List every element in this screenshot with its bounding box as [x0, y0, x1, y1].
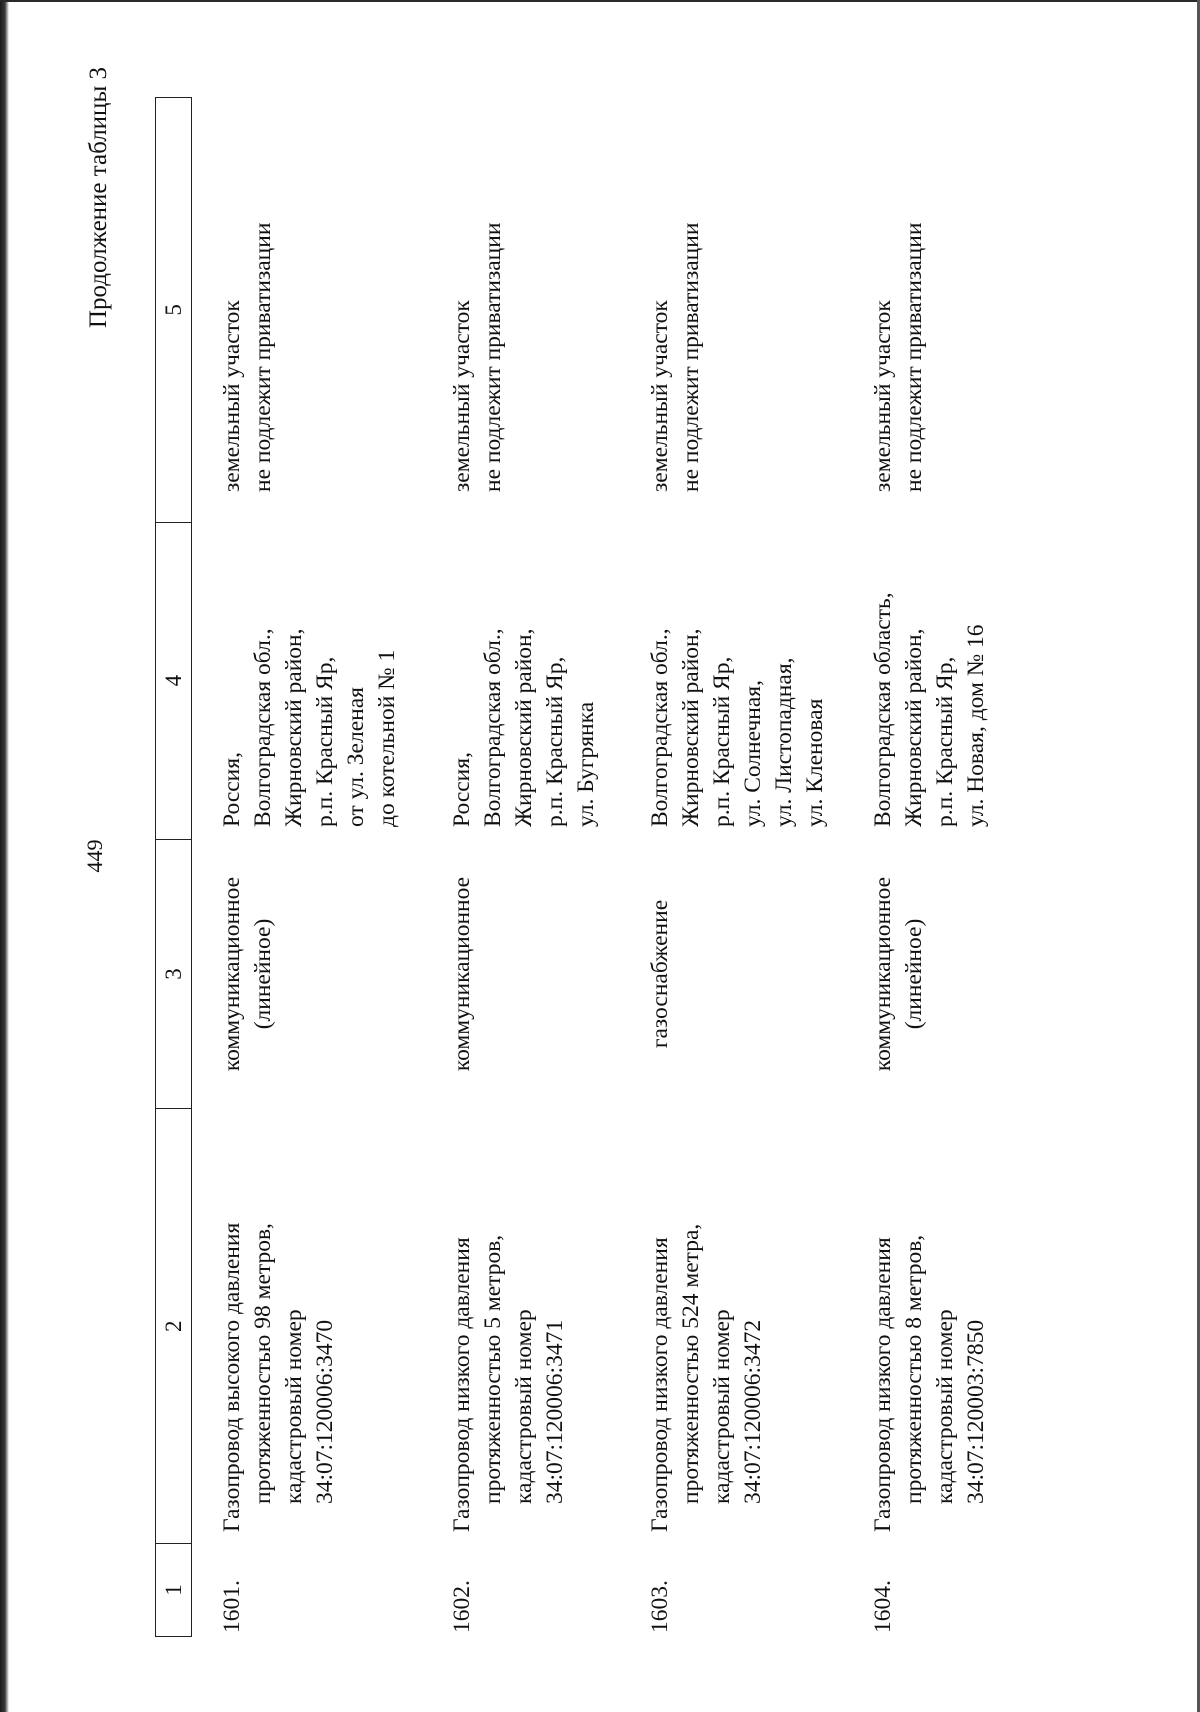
object-address-cell	[858, 522, 1078, 839]
object-address-line: р.п. Красный Яр,	[932, 656, 958, 827]
column-header-2: 2	[156, 1108, 192, 1543]
object-address-line: Волгоградская область,	[870, 592, 896, 827]
object-address-line: р.п. Красный Яр,	[542, 656, 568, 827]
table-row	[858, 97, 1078, 1637]
object-address-line: Жирновский район,	[678, 628, 704, 827]
land-note-line: не подлежит приватизации	[250, 222, 276, 492]
object-address-line: ул. Новая, дом № 16	[963, 624, 989, 827]
row-number-cell	[858, 1544, 1078, 1637]
object-address-cell	[437, 522, 657, 839]
row-number-cell	[207, 1544, 427, 1637]
object-name-line: Газопровод низкого давления	[449, 1237, 475, 1532]
object-purpose-line: (линейное)	[901, 918, 927, 1030]
object-purpose-cell	[437, 839, 657, 1109]
object-name-cell	[635, 1109, 855, 1544]
object-purpose-cell	[635, 839, 855, 1109]
land-note-line: земельный участок	[647, 300, 673, 492]
land-note-cell	[207, 97, 427, 522]
object-name-cell	[207, 1109, 427, 1544]
object-name-line: кадастровый номер	[281, 1309, 307, 1504]
object-purpose-cell	[858, 839, 1078, 1109]
object-address-line: ул. Кленовая	[802, 698, 828, 827]
object-address-line: Жирновский район,	[901, 628, 927, 827]
object-address-line: Волгоградская обл.,	[250, 628, 276, 827]
object-address-cell	[635, 522, 855, 839]
object-name-line: протяженностью 524 метра,	[678, 1223, 704, 1504]
object-name-cell	[437, 1109, 657, 1544]
object-address-line: р.п. Красный Яр,	[312, 656, 338, 827]
object-address-cell	[207, 522, 427, 839]
object-address-line: Волгоградская обл.,	[647, 628, 673, 827]
row-number: 1604.	[870, 1580, 896, 1633]
row-number: 1601.	[219, 1580, 245, 1633]
object-name-line: Газопровод высокого давления	[219, 1222, 245, 1532]
object-address-line: ул. Солнечная,	[740, 680, 766, 827]
land-note-line: не подлежит приватизации	[901, 222, 927, 492]
page-number: 449	[82, 839, 107, 873]
column-header-5: 5	[156, 97, 192, 522]
object-name-line: кадастровый номер	[932, 1309, 958, 1504]
object-name-line: Газопровод низкого давления	[647, 1237, 673, 1532]
object-address-line: Жирновский район,	[281, 628, 307, 827]
object-name-line: 34:07:120003:7850	[963, 1319, 989, 1504]
object-name-line: 34:07:120006:3470	[312, 1319, 338, 1504]
land-note-line: земельный участок	[449, 300, 475, 492]
object-name-line: 34:07:120006:3471	[542, 1319, 568, 1504]
object-address-line: ул. Бугрянка	[573, 701, 599, 827]
row-number-cell	[635, 1544, 855, 1637]
object-address-line: Россия,	[449, 752, 475, 827]
object-name-line: протяженностью 5 метров,	[480, 1234, 506, 1504]
row-number: 1603.	[647, 1580, 673, 1633]
table-row	[437, 97, 657, 1637]
object-purpose-line: газоснабжение	[647, 899, 673, 1049]
land-note-line: не подлежит приватизации	[480, 222, 506, 492]
land-note-line: земельный участок	[219, 300, 245, 492]
object-purpose-line: (линейное)	[250, 918, 276, 1030]
object-purpose-cell	[207, 839, 427, 1109]
object-purpose-line: коммуникационное	[219, 876, 245, 1072]
object-name-line: протяженностью 8 метров,	[901, 1234, 927, 1504]
table-row	[635, 97, 855, 1637]
object-name-cell	[858, 1109, 1078, 1544]
land-note-cell	[437, 97, 657, 522]
column-header-1: 1	[156, 1543, 192, 1636]
object-address-line: от ул. Зеленая	[343, 687, 369, 827]
row-number-cell	[437, 1544, 657, 1637]
object-name-line: кадастровый номер	[709, 1309, 735, 1504]
object-address-line: Жирновский район,	[511, 628, 537, 827]
object-address-line: р.п. Красный Яр,	[709, 656, 735, 827]
object-address-line: Волгоградская обл.,	[480, 628, 506, 827]
column-header-4: 4	[156, 522, 192, 839]
land-note-line: не подлежит приватизации	[678, 222, 704, 492]
object-purpose-line: коммуникационное	[870, 876, 896, 1072]
table-header	[155, 97, 192, 1637]
land-note-line: земельный участок	[870, 300, 896, 492]
object-address-line: Россия,	[219, 752, 245, 827]
row-number: 1602.	[449, 1580, 475, 1633]
object-name-line: 34:07:120006:3472	[740, 1319, 766, 1504]
object-address-line: ул. Листопадная,	[771, 657, 797, 827]
land-note-cell	[635, 97, 855, 522]
object-name-line: протяженностью 98 метров,	[250, 1223, 276, 1504]
object-purpose-line: коммуникационное	[449, 876, 475, 1072]
object-name-line: кадастровый номер	[511, 1309, 537, 1504]
object-address-line: до котельной № 1	[374, 649, 400, 827]
column-header-3: 3	[156, 839, 192, 1109]
table-caption: Продолжение таблицы 3	[85, 67, 112, 329]
object-name-line: Газопровод низкого давления	[870, 1237, 896, 1532]
land-note-cell	[858, 97, 1078, 522]
table-row	[207, 97, 427, 1637]
